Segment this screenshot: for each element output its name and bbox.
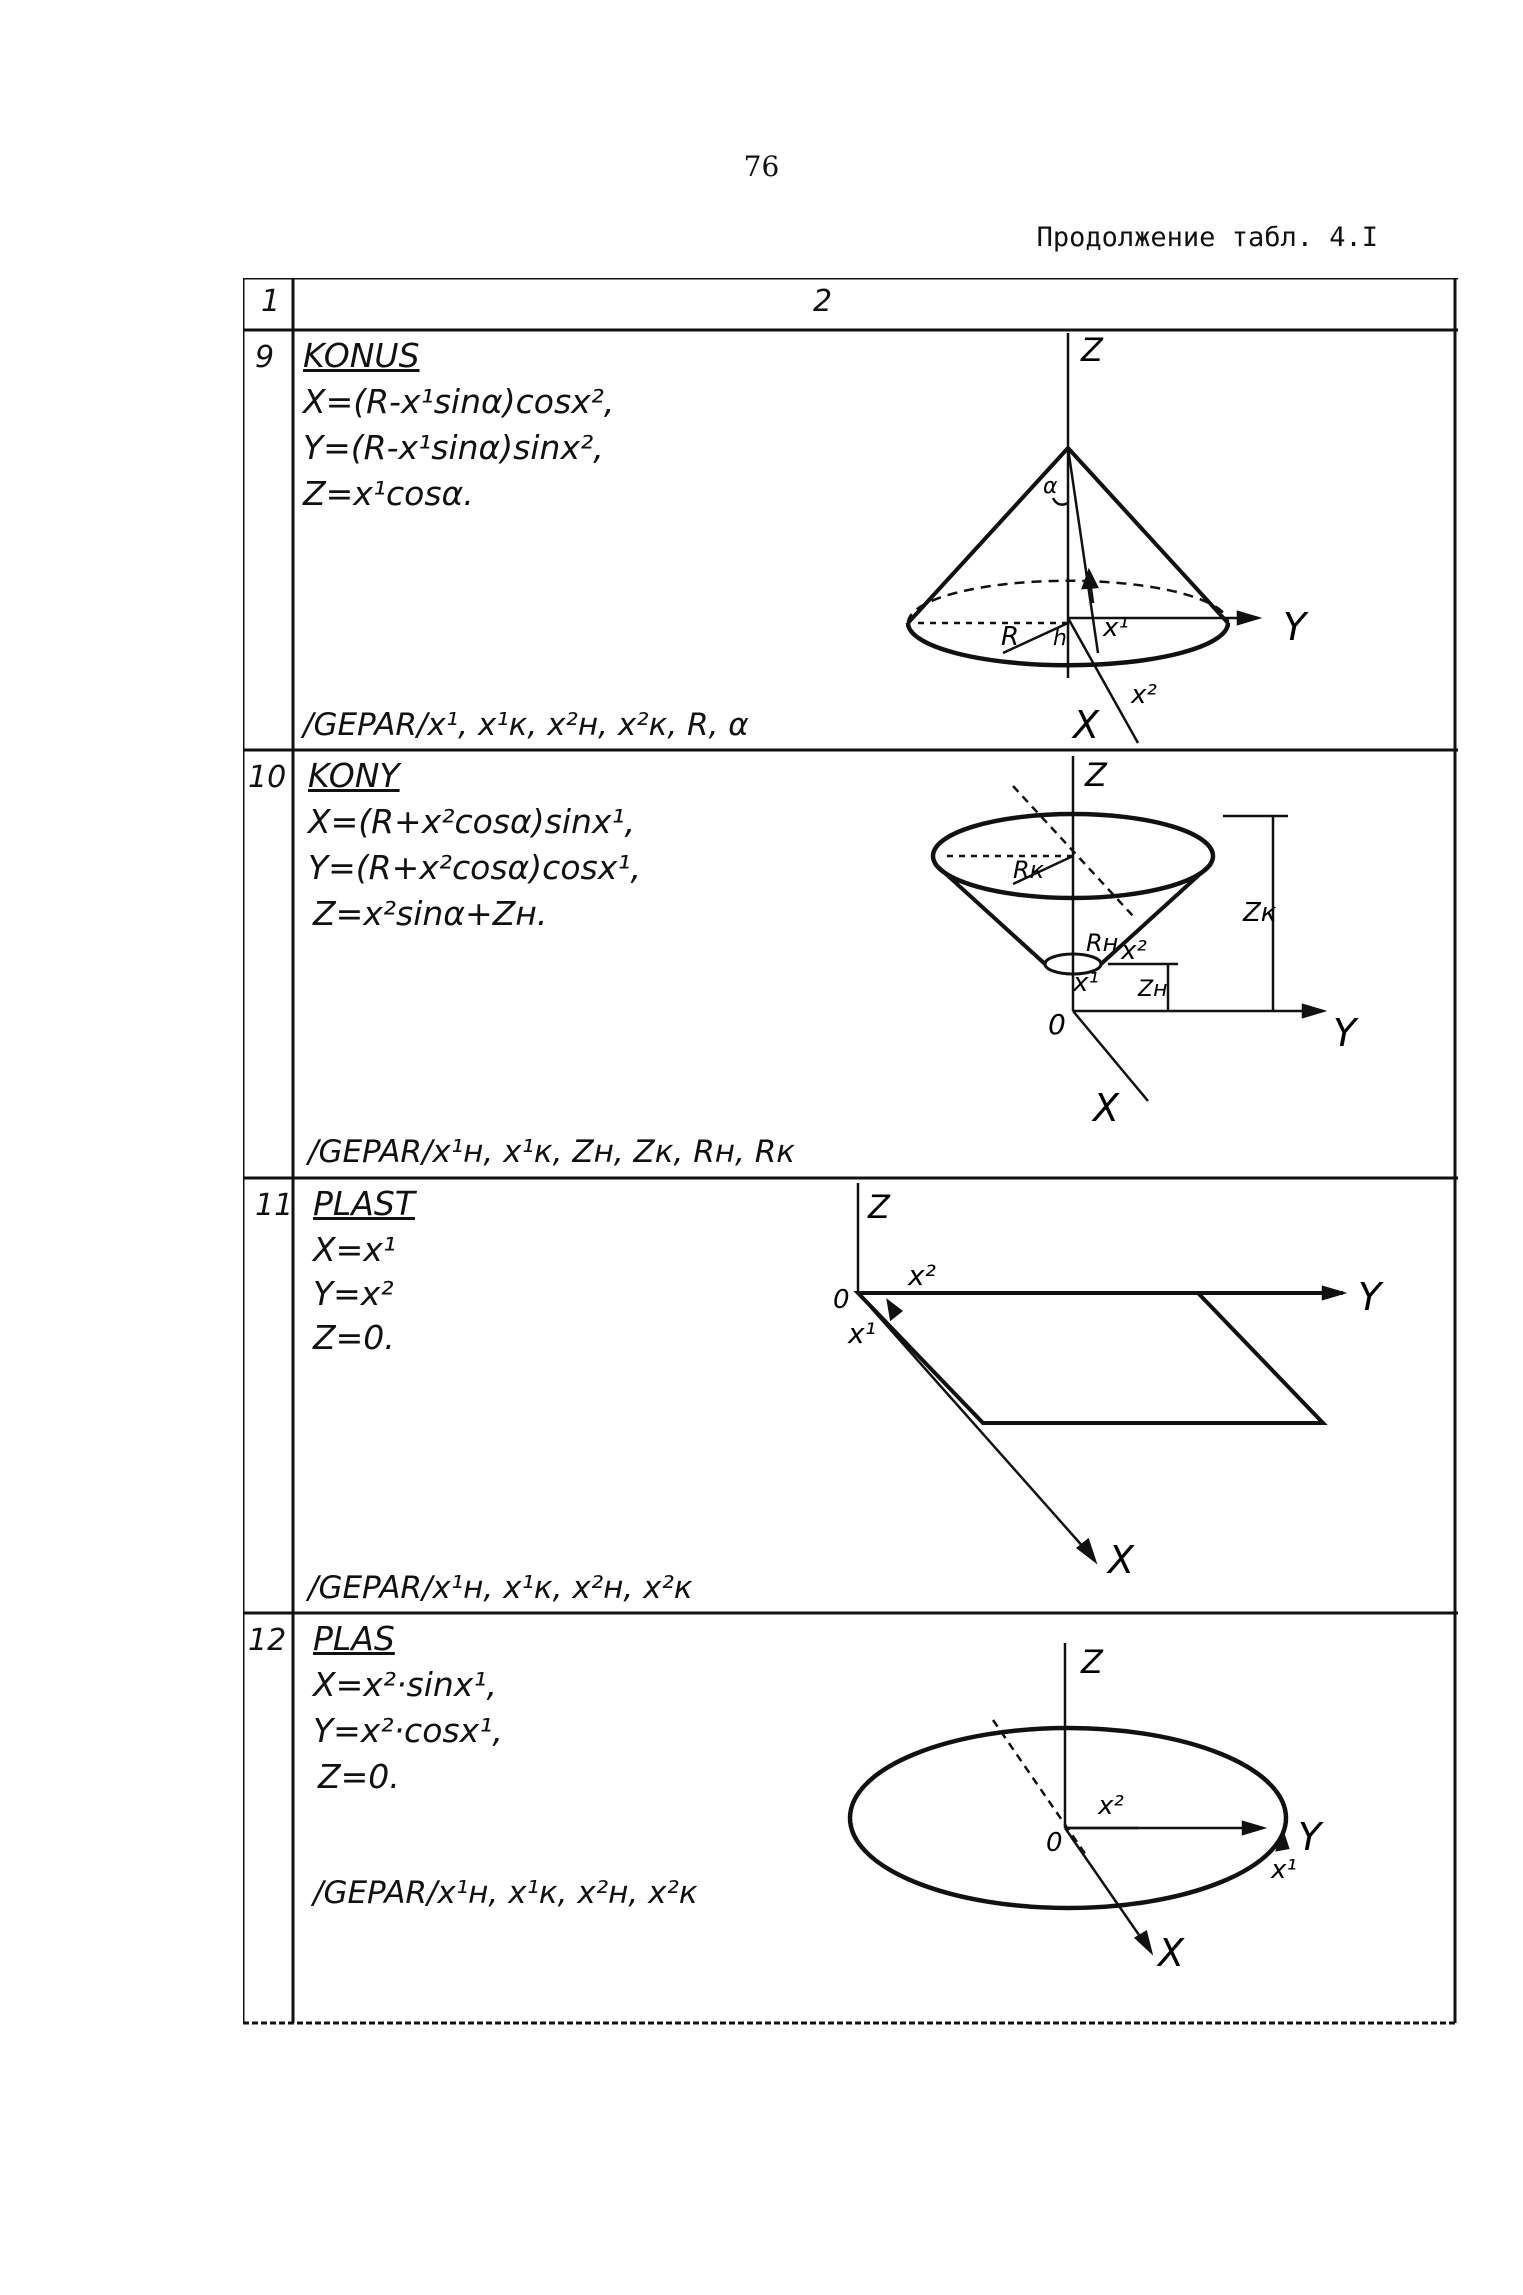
equation-z: Z=0. <box>318 1757 400 1796</box>
y-axis-label: Y <box>1298 1815 1322 1859</box>
x2-label: x² <box>1131 680 1157 710</box>
equation-x: X=x¹ <box>313 1230 397 1269</box>
x-axis-label: X <box>1073 703 1100 747</box>
row-number: 10 <box>248 760 287 795</box>
gepar-parameters: /GEPAR/x¹н, x¹к, Zн, Zк, Rн, Rк <box>308 1134 796 1170</box>
y-axis-label: Y <box>1358 1275 1382 1319</box>
x2-label: x² <box>1121 936 1147 966</box>
x-axis-label: X <box>1093 1086 1120 1130</box>
equation-y: Y=(R+x²cosα)cosx¹, <box>308 848 641 887</box>
origin-label: 0 <box>833 1285 850 1315</box>
equation-y: Y=(R-x¹sinα)sinx², <box>303 428 604 467</box>
plane-parallelogram <box>858 1293 1323 1423</box>
x-axis-line <box>1065 1828 1148 1948</box>
equation-z: Z=0. <box>313 1318 395 1357</box>
zn-label: Zн <box>1138 977 1168 1002</box>
disk-diagram <box>843 1618 1443 2023</box>
surface-name: PLAST <box>313 1184 415 1223</box>
z-axis-label: Z <box>1081 1643 1103 1681</box>
x1-arrow <box>1083 571 1097 588</box>
formula-table <box>243 278 1458 2028</box>
z-axis-label: Z <box>868 1188 890 1226</box>
rn-label: Rн <box>1086 929 1119 957</box>
gepar-parameters: /GEPAR/x¹н, x¹к, x²н, x²к <box>308 1570 693 1606</box>
y-axis-label: Y <box>1333 1011 1357 1055</box>
disk-ellipse <box>850 1728 1286 1908</box>
equation-z: Z=x²sinα+Zн. <box>313 894 548 933</box>
equation-x: X=(R-x¹sinα)cosx², <box>303 382 615 421</box>
x-axis-label: X <box>1108 1538 1135 1582</box>
alpha-arc <box>1053 498 1068 505</box>
x1-label: x¹ <box>1103 613 1129 643</box>
surface-name: PLAS <box>313 1619 395 1658</box>
row-number: 9 <box>255 340 275 375</box>
x1-label: x¹ <box>1073 968 1099 998</box>
x2-label: x² <box>1098 1791 1124 1821</box>
y-axis-label: Y <box>1283 605 1307 649</box>
x1-label: x¹ <box>1271 1855 1297 1885</box>
alpha-label: α <box>1043 474 1058 499</box>
equation-y: Y=x²·cosx¹, <box>313 1711 503 1750</box>
equation-z: Z=x¹cosα. <box>303 474 474 513</box>
radius-label: R <box>1001 622 1020 652</box>
x1-label: x¹ <box>848 1317 876 1350</box>
table-continuation-caption: Продолжение табл. 4.I <box>1036 222 1378 253</box>
row-number: 12 <box>248 1623 287 1658</box>
x-axis-label: X <box>1158 1931 1185 1975</box>
origin-label: 0 <box>1048 1008 1066 1041</box>
plane-diagram <box>813 1183 1433 1613</box>
z-axis-label: Z <box>1085 756 1107 794</box>
zk-label: Zк <box>1243 898 1277 928</box>
equation-x: X=(R+x²cosα)sinx¹, <box>308 802 636 841</box>
page-number: 76 <box>743 150 780 183</box>
row-number: 11 <box>255 1188 294 1223</box>
x-axis-line <box>858 1293 1093 1558</box>
origin-label: 0 <box>1046 1828 1063 1858</box>
surface-name: KONUS <box>303 336 420 375</box>
column-1-header: 1 <box>261 284 281 319</box>
surface-name: KONY <box>308 756 400 795</box>
truncated-cone-diagram <box>893 756 1393 1174</box>
z-axis-label: Z <box>1081 333 1103 369</box>
height-label: h <box>1053 626 1067 651</box>
equation-x: X=x²·sinx¹, <box>313 1665 498 1704</box>
x2-label: x² <box>908 1259 936 1292</box>
y-axis-arrow <box>1238 612 1258 624</box>
rk-label: Rк <box>1013 856 1045 884</box>
equation-y: Y=x² <box>313 1274 394 1313</box>
cone-diagram <box>893 333 1373 748</box>
gepar-parameters: /GEPAR/x¹, x¹к, x²н, x²к, R, α <box>303 707 749 743</box>
gepar-parameters: /GEPAR/x¹н, x¹к, x²н, x²к <box>313 1875 698 1911</box>
column-2-header: 2 <box>813 284 833 319</box>
